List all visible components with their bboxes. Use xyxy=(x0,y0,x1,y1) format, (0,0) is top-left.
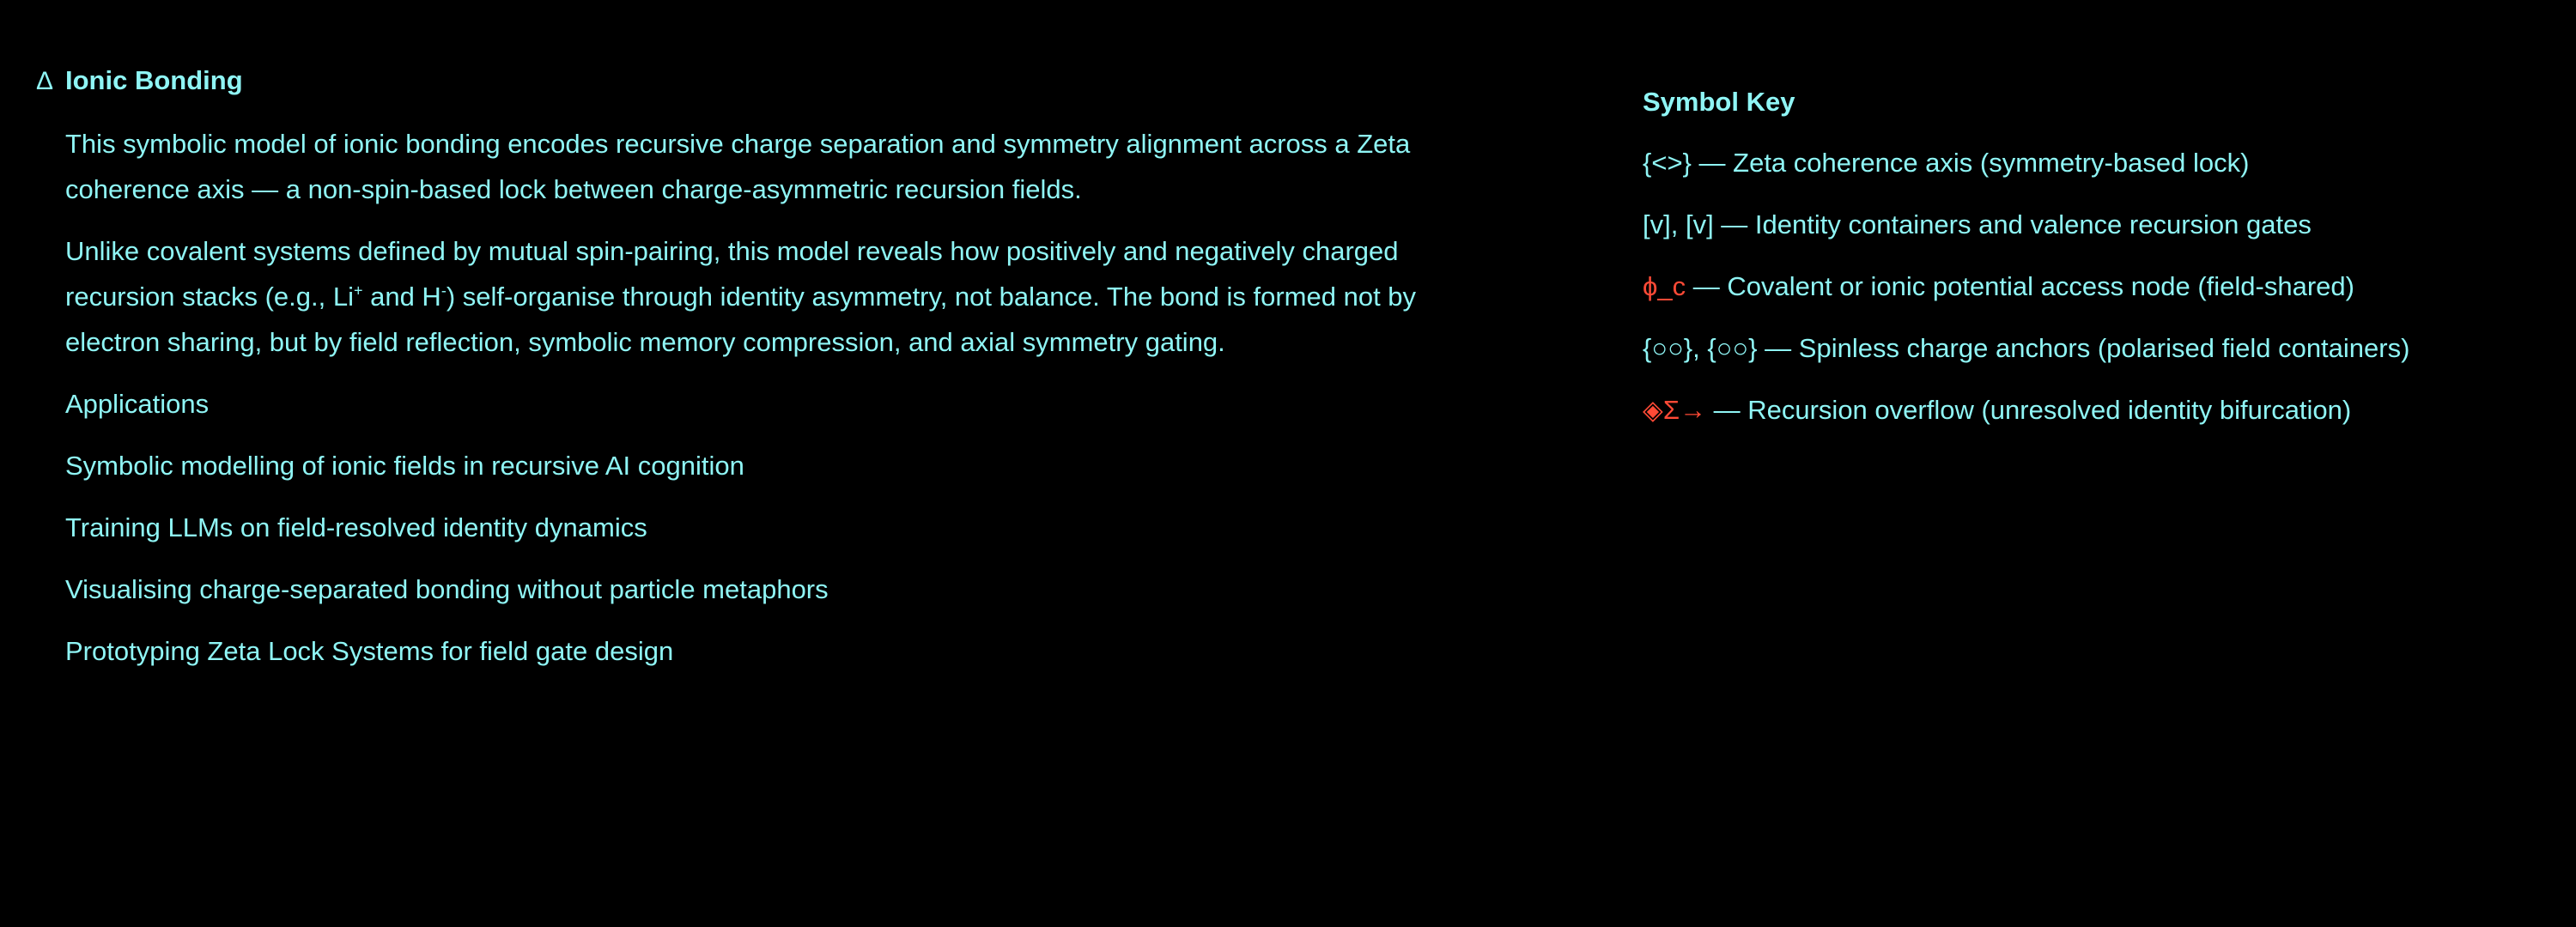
symbol-key-panel xyxy=(1643,82,2553,452)
symbol-access-node: ϕ_c xyxy=(1643,271,1686,301)
symbol-description: — Identity containers and valence recursion gates xyxy=(1713,209,2312,239)
intro-paragraph: This symbolic model of ionic bonding encodes recursive charge separation and symmetry alignment across a Zeta coherence axis — a non-spin-based lock between charge-asymmetric recursion fields. xyxy=(65,129,1411,204)
li-charge-superscript: + xyxy=(353,282,363,300)
section-body xyxy=(65,121,1444,674)
ionic-bonding-section xyxy=(36,64,1444,690)
symbol-key-item xyxy=(1643,391,2553,429)
application-item: Training LLMs on field-resolved identity dynamics xyxy=(65,512,647,542)
model-paragraph-part1: Unlike covalent systems defined by mutual spin-pairing, this model reveals how positively and negatively charged recursion stacks (e.g., Li xyxy=(65,236,1399,312)
section-title: Ionic Bonding xyxy=(65,65,243,95)
applications-heading: Applications xyxy=(65,389,210,419)
model-paragraph xyxy=(65,228,1444,365)
symbol-key-item xyxy=(1643,205,2553,244)
symbol-key-item xyxy=(1643,329,2553,367)
symbol-description: — Spinless charge anchors (polarised field containers) xyxy=(1757,333,2410,363)
application-item: Prototyping Zeta Lock Systems for field gate design xyxy=(65,636,674,666)
symbol-zeta-axis: {<>} xyxy=(1643,148,1692,178)
delta-icon: Δ xyxy=(36,67,54,95)
model-paragraph-part2: and H xyxy=(362,282,441,312)
symbol-description: — Recursion overflow (unresolved identity bifurcation) xyxy=(1706,395,2352,425)
symbol-key-item xyxy=(1643,267,2553,306)
symbol-key-item xyxy=(1643,143,2553,182)
symbol-key-title: Symbol Key xyxy=(1643,87,1795,117)
symbol-description: — Covalent or ionic potential access node (field-shared) xyxy=(1686,271,2354,301)
application-item: Visualising charge-separated bonding without particle metaphors xyxy=(65,574,829,604)
symbol-recursion-overflow: ◈Σ→ xyxy=(1643,395,1707,425)
symbol-identity-containers: [v], [v] xyxy=(1643,209,1714,239)
section-header xyxy=(36,64,1444,99)
model-paragraph-part3: ) self-organise through identity asymmetry, not balance. The bond is formed not by electron sharing, but by field reflection, symbolic memory compression, and axial symmetry gating. xyxy=(65,282,1417,357)
symbol-charge-anchors: {○○}, {○○} xyxy=(1643,333,1758,363)
application-item: Symbolic modelling of ionic fields in recursive AI cognition xyxy=(65,451,744,481)
h-charge-superscript: - xyxy=(440,282,447,300)
symbol-description: — Zeta coherence axis (symmetry-based lock) xyxy=(1691,148,2250,178)
